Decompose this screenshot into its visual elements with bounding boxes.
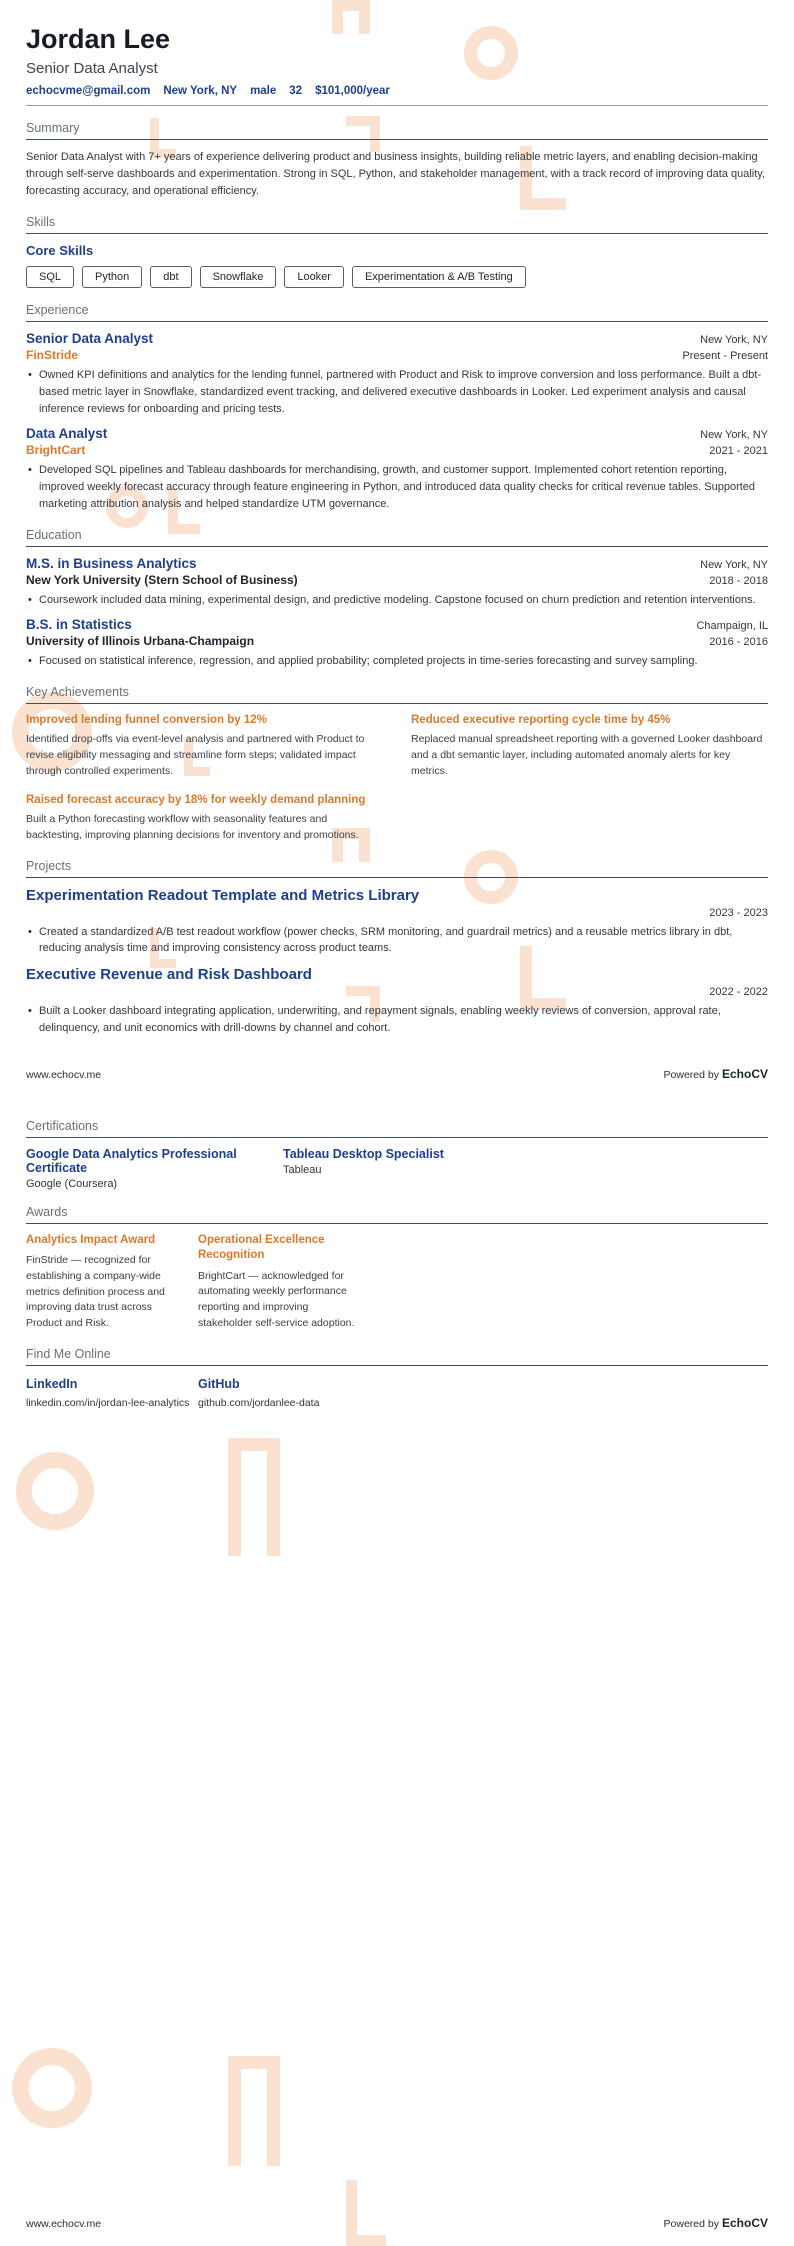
education-entry [26, 617, 768, 670]
skill-chip: Experimentation & A/B Testing [352, 266, 526, 288]
project-title: Executive Revenue and Risk Dashboard [26, 966, 312, 984]
achievement-item [26, 713, 383, 780]
achievements-grid [26, 713, 768, 844]
project-entry [26, 887, 768, 957]
online-item [198, 1375, 768, 1409]
education-entry [26, 556, 768, 609]
achievement-title: Improved lending funnel conversion by 12% [26, 713, 267, 726]
entry-location: New York, NY [700, 558, 768, 571]
section-title-experience: Experience [26, 303, 768, 322]
experience-subtitle-row [26, 441, 768, 457]
achievement-title: Reduced executive reporting cycle time by 45% [411, 713, 671, 726]
section-title-certifications: Certifications [26, 1119, 768, 1138]
project-dates: 2023 - 2023 [709, 906, 768, 919]
entry-bullet-list [26, 367, 768, 417]
certifications-grid [26, 1147, 768, 1190]
certification-name: Tableau Desktop Specialist [283, 1146, 444, 1161]
contact-age: 32 [289, 85, 303, 98]
entry-company: BrightCart [26, 443, 86, 458]
candidate-title: Senior Data Analyst [26, 60, 158, 78]
achievement-title: Raised forecast accuracy by 18% for weekly demand planning [26, 793, 366, 806]
entry-dates: 2018 - 2018 [709, 574, 768, 587]
entry-bullet-list [26, 653, 768, 670]
contact-gender: male [250, 85, 277, 98]
achievement-text: Replaced manual spreadsheet reporting with a governed Looker dashboard and a dbt semantic layer, including automated anomaly alerts for key metrics. [411, 733, 763, 777]
entry-bullet: • Owned KPI definitions and analytics for the lending funnel, partnered with Product and Risk to improve conversion and loss performance. Built a dbt-based metric layer in Snowflake, standardized event tracking, and delivered executive dashboards in Looker. Led experiment analysis and causal inference reviews for onboarding and pricing tests. [26, 367, 768, 417]
skills-group-title: Core Skills [26, 243, 94, 259]
entry-bullet-list [26, 1003, 768, 1036]
entry-school: University of Illinois Urbana-Champaign [26, 634, 255, 649]
section-title-summary: Summary [26, 121, 768, 140]
experience-subtitle-row [26, 346, 768, 362]
entry-bullet: • Focused on statistical inference, regression, and applied probability; completed projects in time-series forecasting and survey sampling. [26, 653, 768, 670]
contact-row [26, 85, 768, 106]
certification-issuer: Tableau [283, 1163, 322, 1176]
entry-role: Data Analyst [26, 426, 108, 442]
brand-text: EchoCV [721, 1066, 768, 1081]
contact-salary: $101,000/year [315, 85, 390, 98]
entry-location: New York, NY [700, 429, 768, 442]
section-key-achievements [26, 685, 768, 844]
contact-email-link[interactable]: echocvme@gmail.com [26, 85, 151, 98]
skill-chip: Looker [284, 266, 344, 288]
certification-item [283, 1147, 768, 1190]
section-title-key-achievements: Key Achievements [26, 685, 768, 704]
project-dates: 2022 - 2022 [709, 986, 768, 999]
online-github-link[interactable]: GitHub [198, 1376, 240, 1391]
brand-text: EchoCV [721, 2216, 768, 2230]
skill-chip: SQL [26, 266, 74, 288]
section-summary [26, 121, 768, 200]
section-title-projects: Projects [26, 859, 768, 878]
achievement-item [411, 713, 768, 780]
award-title: Operational Excellence Recognition [198, 1233, 325, 1262]
section-projects [26, 859, 768, 1037]
achievement-text: Identified drop-offs via event-level analysis and partnered with Product to revise eligibility messaging and streamline form steps; validated impact through controlled experiments. [26, 733, 365, 777]
section-awards [26, 1205, 768, 1332]
achievement-text: Built a Python forecasting workflow with seasonality features and backtesting, improving planning decisions for inventory and promotions. [26, 813, 359, 841]
certification-name: Google Data Analytics Professional Certificate [26, 1146, 237, 1175]
section-title-education: Education [26, 528, 768, 547]
footer-site-link[interactable]: www.echocv.me [26, 2218, 102, 2230]
section-title-awards: Awards [26, 1205, 768, 1224]
education-title-row [26, 556, 768, 571]
project-title: Experimentation Readout Template and Metrics Library [26, 886, 420, 904]
online-linkedin-link[interactable]: LinkedIn [26, 1376, 78, 1391]
powered-by-label: Powered by [663, 1068, 719, 1081]
entry-bullet: • Created a standardized A/B test readout workflow (power checks, SRM monitoring, and guardrail metrics) and a reusable metrics library in dbt, reducing analysis time and improving consistency across product teams. [26, 924, 768, 957]
entry-location: Champaign, IL [696, 620, 768, 633]
section-certifications [26, 1119, 768, 1190]
skill-chip-list [26, 266, 768, 288]
experience-entry [26, 331, 768, 417]
entry-bullet-list [26, 462, 768, 512]
entry-bullet: • Built a Looker dashboard integrating application, underwriting, and repayment signals, enabling weekly reviews of conversion, approval rate, delinquency, and unit economics with drill-downs by channel and cohort. [26, 1003, 768, 1036]
contact-location: New York, NY [163, 85, 238, 98]
page-footer [26, 2216, 768, 2230]
experience-entry [26, 426, 768, 512]
entry-bullet-list [26, 924, 768, 957]
section-title-skills: Skills [26, 215, 768, 234]
education-title-row [26, 617, 768, 632]
skill-chip: dbt [150, 266, 191, 288]
section-title-find-me-online: Find Me Online [26, 1347, 768, 1366]
entry-company: FinStride [26, 348, 79, 363]
powered-by [664, 1067, 768, 1081]
experience-title-row [26, 331, 768, 346]
experience-title-row [26, 426, 768, 441]
award-text: FinStride — recognized for establishing a company-wide metrics definition process and improving data trust across Product and Risk. [26, 1254, 165, 1330]
online-grid [26, 1375, 768, 1409]
section-find-me-online [26, 1347, 768, 1409]
online-item [26, 1375, 198, 1409]
entry-location: New York, NY [700, 334, 768, 347]
entry-school: New York University (Stern School of Business) [26, 572, 298, 587]
entry-dates: Present - Present [682, 350, 768, 363]
entry-dates: 2016 - 2016 [709, 636, 768, 649]
powered-by-label: Powered by [663, 2218, 719, 2230]
certification-issuer: Google (Coursera) [26, 1177, 118, 1190]
awards-grid [26, 1233, 768, 1332]
powered-by [664, 2216, 768, 2230]
achievement-item [26, 793, 383, 844]
certification-item [26, 1147, 283, 1190]
section-experience [26, 303, 768, 512]
entry-dates: 2021 - 2021 [709, 445, 768, 458]
entry-bullet: • Coursework included data mining, experimental design, and predictive modeling. Capstone focused on churn prediction and retention interventions. [26, 592, 768, 609]
award-item [26, 1233, 198, 1332]
online-github-url[interactable]: github.com/jordanlee-data [198, 1396, 320, 1409]
entry-degree: B.S. in Statistics [26, 617, 132, 633]
online-linkedin-url[interactable]: linkedin.com/in/jordan-lee-analytics [26, 1396, 190, 1409]
award-text: BrightCart — acknowledged for automating weekly performance reporting and improving stakeholder self-service adoption. [198, 1269, 355, 1329]
candidate-name: Jordan Lee [26, 24, 171, 54]
entry-bullet-list [26, 592, 768, 609]
skill-chip: Snowflake [200, 266, 277, 288]
education-subtitle-row [26, 571, 768, 587]
resume-header [26, 24, 768, 106]
award-title: Analytics Impact Award [26, 1233, 156, 1246]
project-entry [26, 966, 768, 1036]
entry-role: Senior Data Analyst [26, 331, 154, 347]
skill-chip: Python [82, 266, 142, 288]
page-footer [26, 1067, 768, 1081]
section-education [26, 528, 768, 670]
award-item [198, 1233, 370, 1332]
entry-bullet: • Developed SQL pipelines and Tableau dashboards for merchandising, growth, and customer support. Implemented cohort retention reporting, improved weekly forecast accuracy through feature engineering in Python, and introduced data quality checks for critical revenue tables. Supported marketing attribution analysis and helped standardize UTM governance. [26, 462, 768, 512]
education-subtitle-row [26, 632, 768, 648]
summary-text: Senior Data Analyst with 7+ years of experience delivering product and business insights, building reliable metric layers, and enabling decision-making through self-serve dashboards and experimentation. Strong in SQL, Python, and stakeholder management, with a track record of improving data quality, forecasting accuracy, and operational efficiency. [26, 151, 766, 198]
footer-site-link[interactable]: www.echocv.me [26, 1068, 102, 1081]
section-skills [26, 215, 768, 288]
entry-degree: M.S. in Business Analytics [26, 555, 197, 571]
